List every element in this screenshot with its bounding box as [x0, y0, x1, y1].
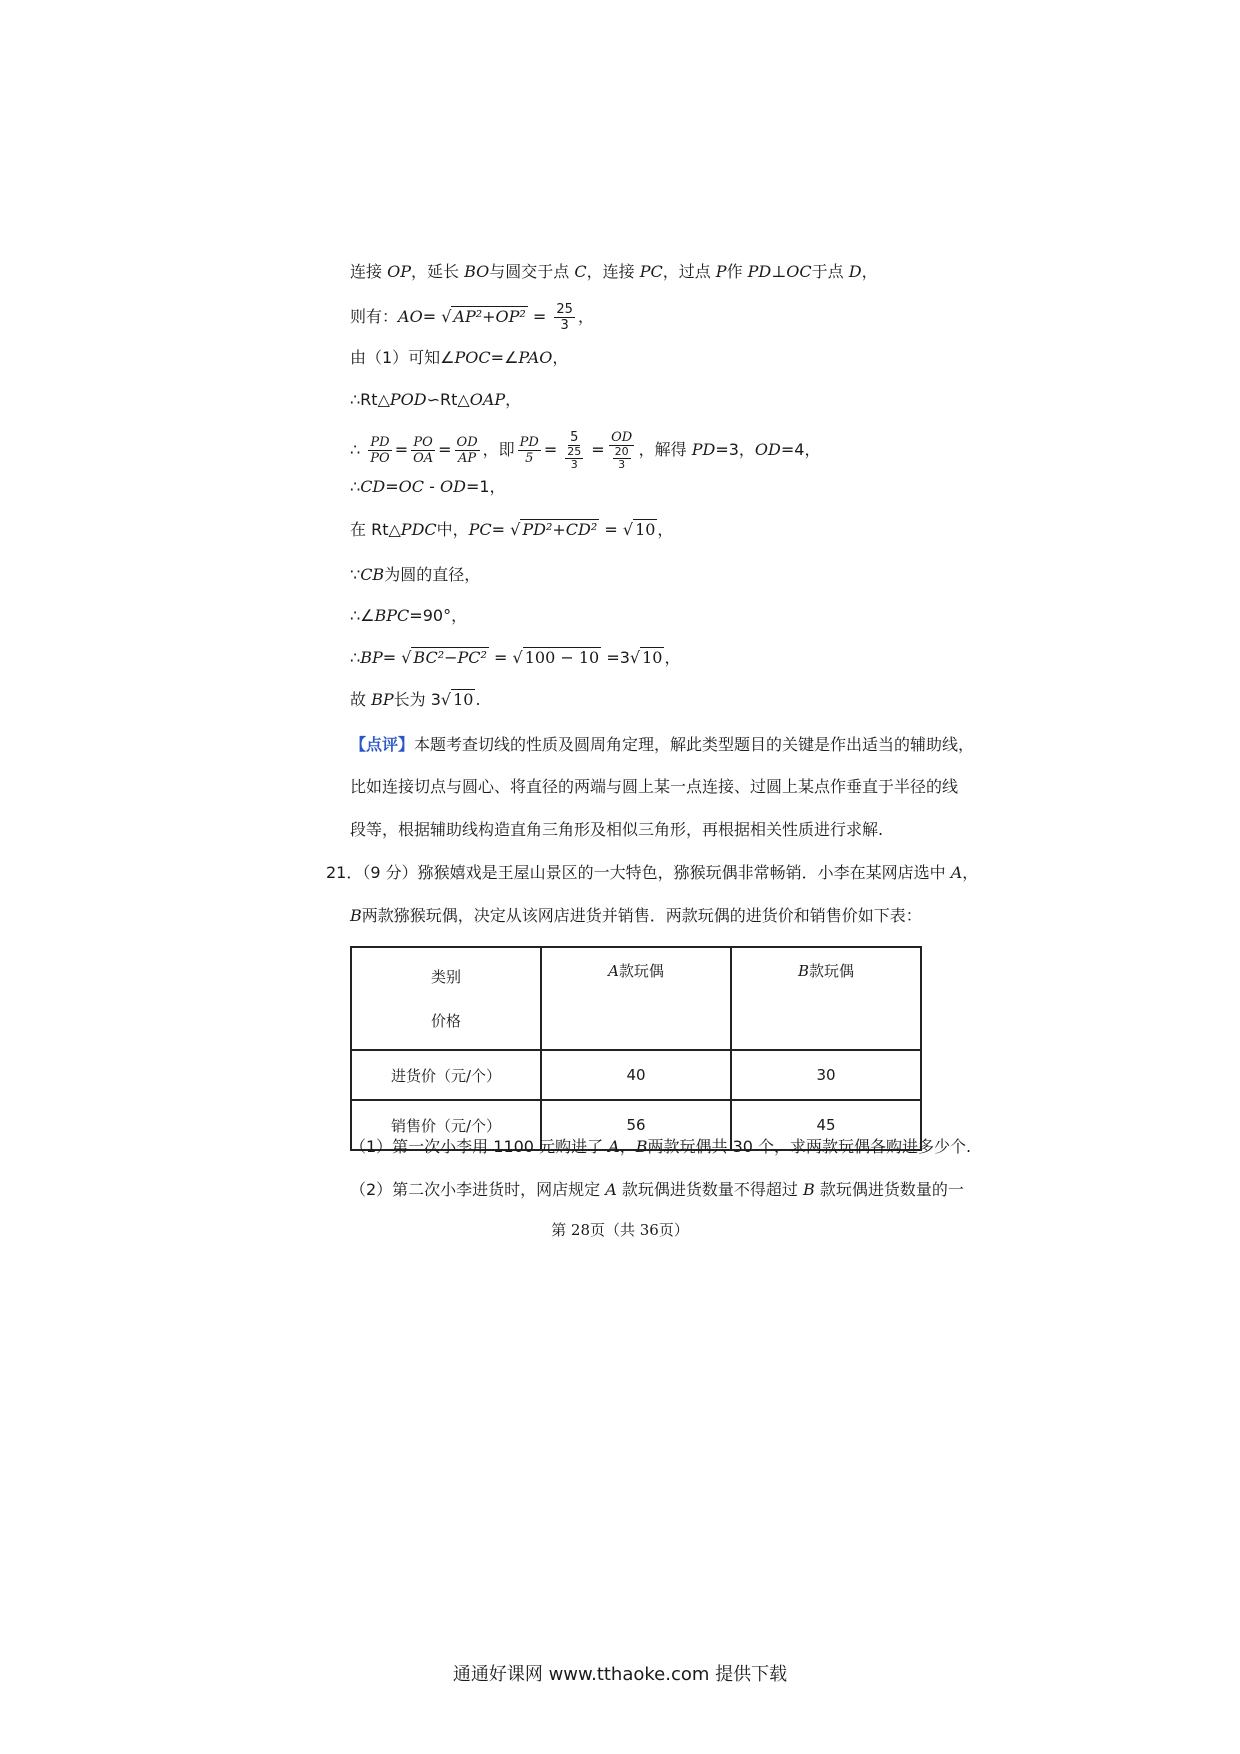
text: 与圆交于点 [489, 262, 575, 281]
math: POC [454, 348, 491, 367]
sqrt: √ 10 [440, 690, 474, 709]
cell-value: 45 [731, 1100, 921, 1150]
fraction [368, 435, 391, 466]
radicand: 10 [635, 520, 656, 539]
solution-line-5 [350, 428, 820, 472]
text: 于点 [811, 262, 849, 281]
math: P [715, 262, 727, 281]
fraction [560, 430, 588, 471]
numerator: 25 [567, 445, 582, 458]
numerator: OD [611, 430, 633, 445]
math: PDC [400, 520, 437, 539]
math: PD [691, 440, 716, 459]
header-price-label: 价格 [430, 1012, 461, 1030]
radicand: 100 − 10 [524, 648, 600, 667]
comment-line-1 [350, 733, 974, 757]
header-category-label: 类别 [430, 968, 461, 986]
text: ， [664, 648, 681, 667]
question-21-part-1 [350, 1135, 971, 1159]
comment-line-2 [350, 775, 958, 799]
comment-tag: 【点评】 [350, 735, 415, 754]
text: 故 [350, 690, 372, 709]
page-number: 第 28页（共 36页） [551, 1221, 689, 1239]
text: ，即 [482, 440, 515, 459]
text: （1）第一次小李用 1100 元购进了 [350, 1137, 609, 1156]
math: OC [398, 477, 425, 496]
solution-line-8 [350, 563, 480, 587]
text: = [488, 648, 513, 667]
solution-line-10 [350, 646, 680, 670]
text: 两款玩偶共 30 个，求两款玩偶各购进多少个. [647, 1137, 972, 1156]
comment-text: 比如连接切点与圆心、将直径的两端与圆上某一点连接、过圆上某点作垂直于半径的线 [350, 777, 959, 796]
table-header-cell-a [541, 947, 731, 1050]
numerator: OD [456, 435, 478, 450]
text: =90°， [409, 606, 468, 625]
row-label: 销售价（元/个） [351, 1100, 541, 1150]
fraction [411, 435, 435, 466]
math: B [350, 906, 362, 925]
numerator: 5 [570, 430, 579, 445]
table-header-cell-category [351, 947, 541, 1050]
cell-value: 56 [541, 1100, 731, 1150]
text: =4， [780, 440, 821, 459]
text: （2）第二次小李进货时，网店规定 [350, 1180, 606, 1199]
text: 款玩偶进货数量不得超过 [616, 1180, 804, 1199]
nested-fraction [565, 446, 583, 471]
question-21-line-2 [350, 904, 922, 928]
text: ∴ [350, 440, 361, 459]
text: = [543, 440, 558, 459]
numerator: PD [519, 435, 539, 450]
table-row [351, 1050, 921, 1100]
text: ∴ [350, 648, 361, 667]
text: ，延长 [410, 262, 465, 281]
text: 长为 3 [393, 690, 441, 709]
text: 款玩偶 [809, 962, 855, 980]
solution-line-1 [350, 260, 878, 284]
fraction [518, 435, 541, 466]
text: ∴ [350, 477, 361, 496]
radicand: 10 [453, 690, 474, 709]
text: = [599, 520, 623, 539]
text: =∠ [490, 348, 519, 367]
text: = [591, 440, 605, 459]
comment-line-3 [350, 818, 883, 842]
math: BP [371, 690, 394, 709]
sqrt: √ AP²+OP² [441, 307, 526, 326]
math: PD⊥OC [747, 262, 812, 281]
solution-line-11 [350, 688, 481, 712]
text: ，过点 [662, 262, 716, 281]
comment-text: 本题考查切线的性质及圆周角定理，解此类型题目的关键是作出适当的辅助线， [414, 735, 975, 754]
math: OAP [469, 390, 506, 409]
text: ， [861, 262, 878, 281]
site-footer: 通通好课网 www.tthaoke.com 提供下载 [452, 1664, 788, 1685]
text: . [475, 690, 481, 709]
denominator: AP [458, 451, 477, 466]
radicand: PD²+CD² [522, 520, 598, 539]
denominator: 3 [570, 458, 578, 471]
text: = [527, 307, 552, 326]
text: ， [657, 520, 674, 539]
math: PC [639, 262, 663, 281]
fraction [608, 430, 636, 471]
text: 作 [726, 262, 748, 281]
math: OD [439, 477, 466, 496]
text: 由（1）可知∠ [350, 348, 455, 367]
fraction [554, 302, 575, 333]
radicand: BC²−PC² [413, 648, 487, 667]
solution-line-4 [350, 388, 521, 412]
text: = [394, 440, 409, 459]
numerator: 20 [614, 445, 629, 458]
math: B [797, 962, 809, 980]
table-header-cell-b [731, 947, 921, 1050]
text: = [385, 477, 399, 496]
text: ， [577, 307, 594, 326]
text: = [491, 520, 511, 539]
math: PAO [518, 348, 553, 367]
text: ∴∠ [350, 606, 375, 625]
text: 两款猕猴玩偶，决定从该网店进货并销售．两款玩偶的进货价和销售价如下表： [361, 906, 922, 925]
sqrt: √ 10 [622, 520, 656, 539]
math: A [608, 1137, 620, 1156]
denominator [560, 446, 588, 471]
math: CD [360, 477, 386, 496]
sqrt: √ 100 − 10 [512, 648, 600, 667]
math: CB [360, 565, 385, 584]
numerator: 25 [556, 302, 573, 317]
question-21-line-1 [326, 861, 978, 885]
text: 21．（9 分）猕猴嬉戏是王屋山景区的一大特色，猕猴玩偶非常畅销．小李在某网店选中 [326, 863, 951, 882]
row-label: 进货价（元/个） [351, 1050, 541, 1100]
numerator: PO [413, 435, 433, 450]
cell-value: 30 [731, 1050, 921, 1100]
solution-line-6 [350, 475, 506, 499]
question-21-part-2 [350, 1178, 964, 1202]
text: - [424, 477, 440, 496]
text: =3， [715, 440, 755, 459]
text: 在 Rt△ [350, 520, 401, 539]
sqrt: √ PD²+CD² [510, 520, 598, 539]
denominator: 3 [618, 458, 626, 471]
text: = [422, 307, 442, 326]
math: C [574, 262, 587, 281]
denominator [608, 446, 636, 471]
solution-line-9 [350, 604, 467, 628]
price-table [350, 946, 922, 1151]
text: ， [619, 1137, 636, 1156]
text: ∽Rt△ [426, 390, 470, 409]
text: ，连接 [586, 262, 640, 281]
math: BP [360, 648, 383, 667]
text: 为圆的直径， [384, 565, 481, 584]
text: ， [962, 863, 979, 882]
math: OD [754, 440, 781, 459]
sqrt: √ BC²−PC² [401, 648, 487, 667]
text: 款玩偶进货数量的一 [814, 1180, 964, 1199]
radicand: 10 [642, 648, 663, 667]
numerator: PD [370, 435, 390, 450]
denominator: 5 [525, 451, 534, 466]
text: ， [505, 390, 522, 409]
math: PC [468, 520, 492, 539]
text: =1， [465, 477, 506, 496]
fraction [455, 435, 480, 466]
text: ，解得 [638, 440, 692, 459]
math: B [635, 1137, 648, 1156]
nested-fraction [613, 446, 631, 471]
text: 款玩偶 [618, 962, 664, 980]
sqrt: √ 10 [629, 648, 663, 667]
math: A [605, 1180, 617, 1199]
math: POD [389, 390, 427, 409]
radicand: AP²+OP² [453, 307, 526, 326]
math: BO [464, 262, 490, 281]
text: 中， [436, 520, 469, 539]
text: =3 [601, 648, 630, 667]
cell-value: 40 [541, 1050, 731, 1100]
header-stack [353, 955, 539, 1043]
math: D [848, 262, 862, 281]
text: ∵ [350, 565, 361, 584]
solution-line-7 [350, 518, 673, 542]
denominator: 3 [560, 318, 569, 333]
math: AO [398, 307, 423, 326]
text: = [382, 648, 402, 667]
text: = [438, 440, 452, 459]
text: ∴Rt△ [350, 390, 390, 409]
math: B [803, 1180, 815, 1199]
math: A [950, 863, 963, 882]
table-header-row [351, 947, 921, 1050]
text: 连接 [350, 262, 388, 281]
math: A [608, 962, 619, 980]
denominator: OA [413, 451, 434, 466]
math: OP [387, 262, 411, 281]
solution-line-2 [350, 302, 594, 333]
math: BPC [374, 606, 410, 625]
comment-text: 段等，根据辅助线构造直角三角形及相似三角形，再根据相关性质进行求解. [350, 820, 884, 839]
text: 则有： [350, 307, 399, 326]
solution-line-3 [350, 346, 568, 370]
denominator: PO [370, 451, 390, 466]
text: ， [552, 348, 569, 367]
